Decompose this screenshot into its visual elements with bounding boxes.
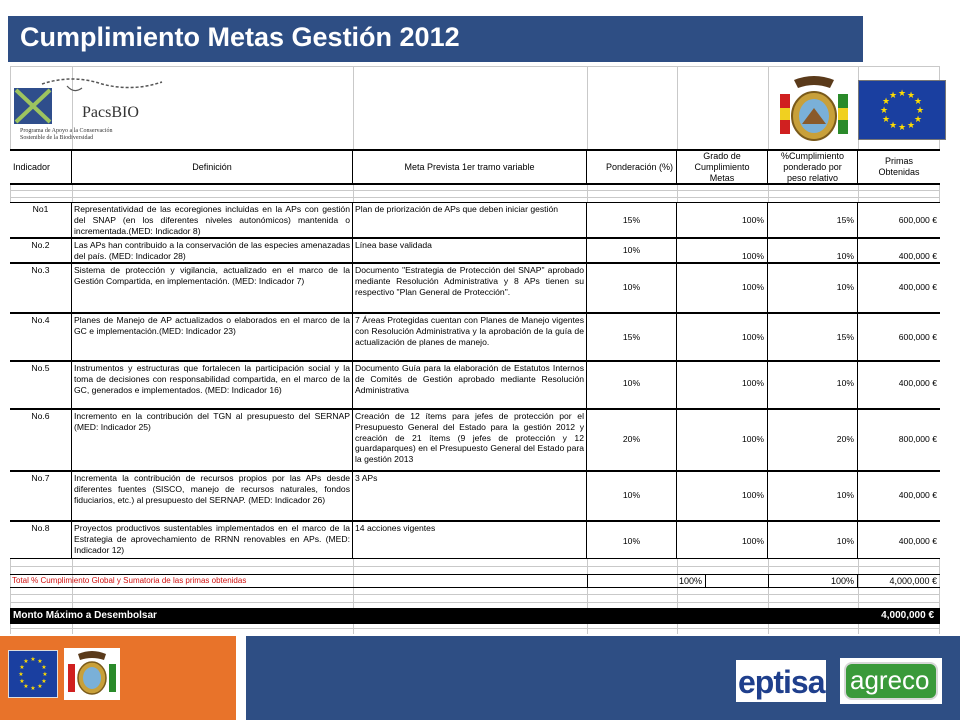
eptisa-logo-text: eptisa bbox=[738, 664, 825, 700]
cell-meta: Documento Guía para la elaboración de Estatutos Internos de Comités de Gestión aprobado mediante Resolución Administrativa bbox=[353, 362, 587, 408]
table-row bbox=[10, 263, 940, 313]
cell-prima: 600,000 € bbox=[898, 215, 937, 225]
spreadsheet bbox=[10, 66, 940, 634]
cell-indicador: No.4 bbox=[10, 314, 72, 360]
pacsbio-logo bbox=[12, 76, 177, 141]
table-row bbox=[10, 471, 940, 521]
header-primas-line2: Obtenidas bbox=[878, 167, 920, 177]
cell-grado: 100% bbox=[677, 522, 768, 558]
header-grado-line3: Metas bbox=[709, 172, 735, 183]
svg-text:★: ★ bbox=[30, 656, 36, 663]
svg-text:★: ★ bbox=[915, 106, 925, 116]
svg-text:★: ★ bbox=[906, 91, 916, 101]
agreco-logo bbox=[840, 658, 942, 704]
grid-line bbox=[10, 190, 940, 191]
svg-text:★: ★ bbox=[906, 121, 916, 131]
table-row bbox=[10, 238, 940, 263]
grid-line bbox=[10, 66, 940, 67]
monto-label: Monto Máximo a Desembolsar bbox=[13, 610, 157, 621]
svg-text:★: ★ bbox=[23, 658, 29, 665]
cell-indicador: No.6 bbox=[10, 410, 72, 470]
cell-meta: Línea base validada bbox=[353, 239, 587, 262]
header-grado-line1: Grado de bbox=[703, 150, 741, 161]
pacsbio-name: PacsBIO bbox=[82, 104, 139, 121]
cell-indicador: No.7 bbox=[10, 472, 72, 520]
cell-ponderacion: 15% bbox=[587, 203, 677, 237]
eu-flag bbox=[858, 80, 946, 140]
svg-text:★: ★ bbox=[879, 106, 889, 116]
grid-line bbox=[10, 594, 940, 595]
svg-text:★: ★ bbox=[41, 678, 47, 685]
cell-grado: 100% bbox=[677, 203, 768, 237]
pacsbio-subtitle-line1: Programa de Apoyo a la Conservación bbox=[20, 128, 113, 134]
total-prima: 4,000,000 € bbox=[889, 576, 937, 586]
svg-text:★: ★ bbox=[41, 664, 47, 671]
table-row bbox=[10, 202, 940, 238]
table-row bbox=[10, 521, 940, 559]
title-accent bbox=[863, 16, 960, 62]
cell-pct: 10% bbox=[768, 362, 858, 408]
table-row bbox=[10, 409, 940, 471]
svg-text:★: ★ bbox=[37, 683, 43, 690]
header-pct-line3: peso relativo bbox=[786, 172, 839, 183]
cell-definicion: Planes de Manejo de AP actualizados o elaborados en el marco de la GC e implementación.(MED: Indicador 23) bbox=[72, 314, 353, 360]
cell-ponderacion: 15% bbox=[587, 314, 677, 360]
cell-pct: 10% bbox=[768, 472, 858, 520]
svg-text:★: ★ bbox=[881, 115, 891, 125]
cell-definicion: Incrementa la contribución de recursos propios por las APs desde diferentes fuentes (SISCO, manejo de recursos naturales, fondos fiduciarios, etc.) al presupuesto del SERNAP. (MED: Indicador 26) bbox=[72, 472, 353, 520]
cell-indicador: No.2 bbox=[10, 239, 72, 262]
cell-indicador: No.8 bbox=[10, 522, 72, 558]
svg-text:★: ★ bbox=[19, 664, 25, 671]
coat-of-arms-icon bbox=[64, 648, 120, 700]
cell-pct: 10% bbox=[768, 522, 858, 558]
cell-meta: 3 APs bbox=[353, 472, 587, 520]
cell-prima: 800,000 € bbox=[898, 434, 937, 444]
header-ponderacion: Ponderación (%) bbox=[587, 151, 677, 183]
agreco-logo-text: agreco bbox=[850, 665, 930, 695]
monto-row bbox=[10, 608, 940, 624]
grid-line bbox=[10, 628, 940, 629]
eptisa-logo bbox=[736, 660, 826, 702]
table-header bbox=[10, 149, 940, 185]
cell-grado: 100% bbox=[677, 362, 768, 408]
cell-grado: 100% bbox=[677, 314, 768, 360]
svg-text:★: ★ bbox=[37, 658, 43, 665]
footer-coat-of-arms bbox=[64, 648, 120, 700]
header-indicador: Indicador bbox=[10, 151, 72, 183]
svg-text:★: ★ bbox=[881, 97, 891, 107]
cell-pct: 10% bbox=[768, 264, 858, 312]
cell-grado: 100% bbox=[677, 472, 768, 520]
cell-ponderacion: 10% bbox=[587, 472, 677, 520]
footer-eu-flag bbox=[8, 650, 58, 698]
svg-text:★: ★ bbox=[913, 115, 923, 125]
page-title: Cumplimiento Metas Gestión 2012 bbox=[20, 22, 460, 52]
pacsbio-subtitle-line2: Sostenible de la Biodiversidad bbox=[20, 135, 94, 141]
cell-definicion: Proyectos productivos sustentables implementados en el marco de la Estrategia de aprovechamiento de RRNN renovables en APs. (MED: Indicador 12) bbox=[72, 522, 353, 558]
cell-definicion: Instrumentos y estructuras que fortalecen la participación social y la toma de decisiones con responsabilidad compartida, en el marco de la GC, generados e implementados. (MED: Indicador 16) bbox=[72, 362, 353, 408]
cell-ponderacion: 10% bbox=[587, 522, 677, 558]
cell-prima: 400,000 € bbox=[898, 378, 937, 388]
cell-indicador: No.3 bbox=[10, 264, 72, 312]
table-row bbox=[10, 361, 940, 409]
svg-text:★: ★ bbox=[897, 123, 907, 133]
cell-prima: 400,000 € bbox=[898, 282, 937, 292]
cell-ponderacion: 20% bbox=[587, 410, 677, 470]
cell-pct: 15% bbox=[768, 203, 858, 237]
cell-pct: 15% bbox=[768, 314, 858, 360]
svg-text:★: ★ bbox=[30, 685, 36, 692]
svg-text:★: ★ bbox=[897, 89, 907, 99]
cell-definicion: Representatividad de las ecoregiones incluidas en la APs con gestión del SNAP (en los diferentes niveles autonómicos) mantenida o incrementada.(MED: Indicador 8) bbox=[72, 203, 353, 237]
cell-grado: 100% bbox=[677, 239, 768, 262]
cell-meta: 7 Áreas Protegidas cuentan con Planes de Manejo vigentes con Resolución Administrativa y la aprobación de la guía de actualización de planes de manejo. bbox=[353, 314, 587, 360]
cell-prima: 600,000 € bbox=[898, 332, 937, 342]
total-row bbox=[10, 574, 940, 588]
svg-text:★: ★ bbox=[23, 683, 29, 690]
header-pct-line1: %Cumplimiento bbox=[780, 150, 845, 161]
header-meta: Meta Prevista 1er tramo variable bbox=[353, 151, 587, 183]
cell-prima: 400,000 € bbox=[898, 251, 937, 261]
cell-definicion: Incremento en la contribución del TGN al presupuesto del SERNAP (MED: Indicador 25) bbox=[72, 410, 353, 470]
cell-prima: 400,000 € bbox=[898, 490, 937, 500]
eu-stars-icon bbox=[9, 651, 57, 697]
title-bar bbox=[8, 16, 863, 62]
table-row bbox=[10, 313, 940, 361]
svg-text:★: ★ bbox=[888, 91, 898, 101]
header-grado bbox=[677, 151, 768, 183]
header-grado-line2: Cumplimiento bbox=[694, 161, 750, 172]
monto-value: 4,000,000 € bbox=[881, 610, 934, 621]
grid-line bbox=[10, 602, 940, 603]
cell-prima: 400,000 € bbox=[898, 536, 937, 546]
svg-text:★: ★ bbox=[913, 97, 923, 107]
cell-ponderacion: 10% bbox=[587, 264, 677, 312]
grid-line bbox=[10, 566, 940, 567]
cell-ponderacion: 10% bbox=[587, 362, 677, 408]
bolivia-coat-of-arms bbox=[774, 74, 854, 146]
header-pct bbox=[768, 151, 858, 183]
cell-definicion: Las APs han contribuido a la conservación de las especies amenazadas del país. (MED: Indicador 28) bbox=[72, 239, 353, 262]
svg-text:★: ★ bbox=[42, 671, 48, 678]
svg-text:★: ★ bbox=[888, 121, 898, 131]
cell-grado: 100% bbox=[677, 410, 768, 470]
coat-of-arms-icon bbox=[774, 74, 854, 146]
total-pct: 100% bbox=[768, 575, 858, 587]
cell-meta: 14 acciones vigentes bbox=[353, 522, 587, 558]
grid-line bbox=[10, 197, 940, 198]
cell-meta: Creación de 12 ítems para jefes de protección por el Presupuesto General del Estado para la gestión 2012 y creación de 21 ítems (9 jefes de protección y 12 guardaparques) en el Presupuesto General del Estado para la gestión 2013 bbox=[353, 410, 587, 470]
cell-ponderacion: 10% bbox=[587, 239, 677, 262]
cell-pct: 10% bbox=[768, 239, 858, 262]
header-definicion: Definición bbox=[72, 151, 353, 183]
svg-text:★: ★ bbox=[18, 671, 24, 678]
cell-indicador: No1 bbox=[10, 203, 72, 237]
eu-stars-icon bbox=[859, 81, 945, 139]
header-primas-line1: Primas bbox=[884, 156, 913, 166]
header-primas bbox=[858, 151, 940, 183]
cell-meta: Documento "Estrategia de Protección del SNAP" aprobado mediante Resolución Administrativa y 8 APs tienen su respectivo "Plan General de Protección". bbox=[353, 264, 587, 312]
svg-text:★: ★ bbox=[19, 678, 25, 685]
cell-definicion: Sistema de protección y vigilancia, actualizado en el marco de la Gestión Compartida, en implementación. (MED: Indicador 7) bbox=[72, 264, 353, 312]
total-ponderacion: 100% bbox=[587, 575, 706, 587]
cell-pct: 20% bbox=[768, 410, 858, 470]
pacsbio-subtitle bbox=[20, 128, 170, 142]
cell-meta: Plan de priorización de APs que deben iniciar gestión bbox=[353, 203, 587, 237]
cell-indicador: No.5 bbox=[10, 362, 72, 408]
cell-grado: 100% bbox=[677, 264, 768, 312]
header-pct-line2: ponderado por bbox=[783, 161, 842, 172]
total-label: Total % Cumplimiento Global y Sumatoria de las primas obtenidas bbox=[12, 576, 247, 585]
